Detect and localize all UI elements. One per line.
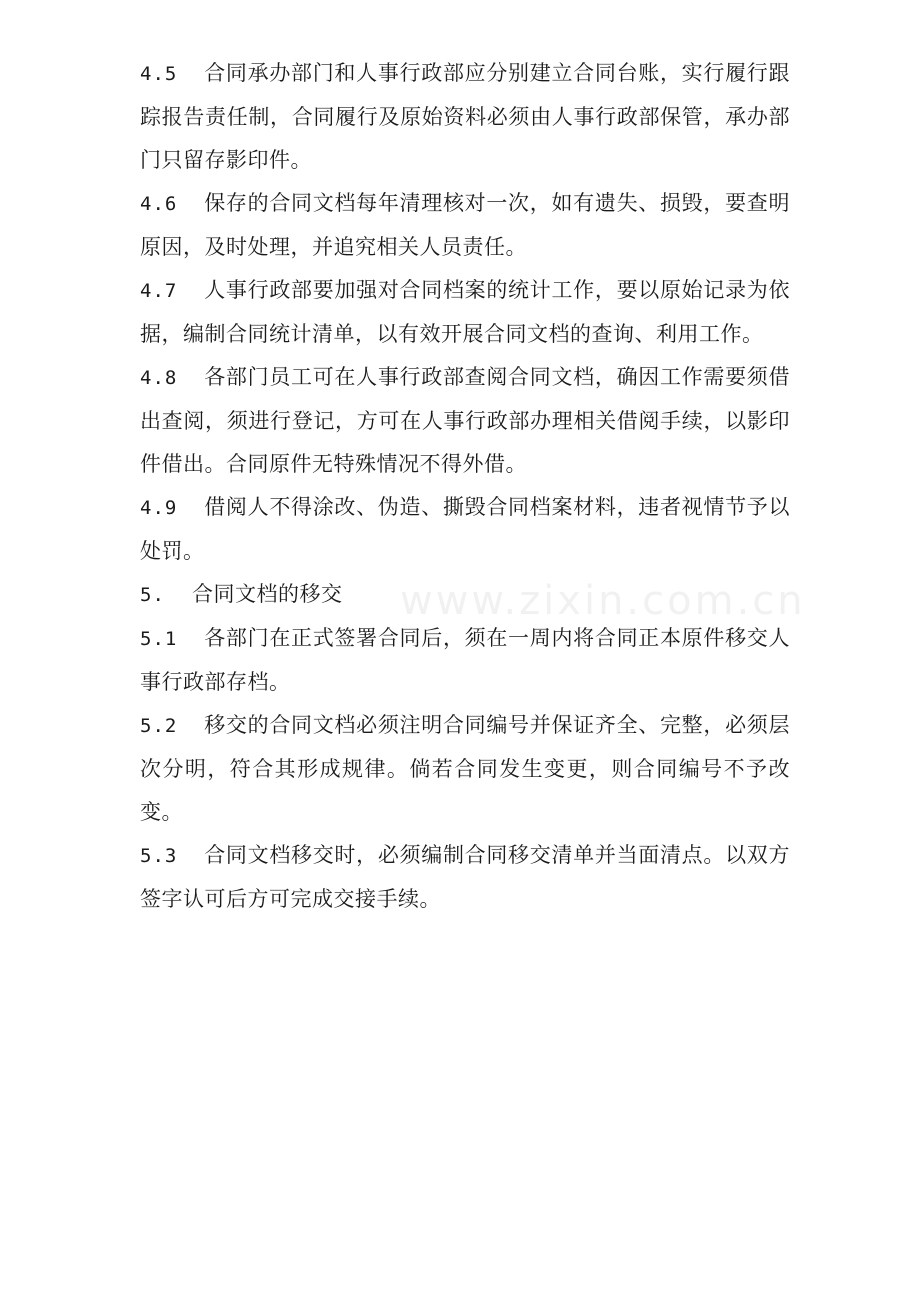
clause-number: 5.2 [140,715,178,737]
clause-text: 合同承办部门和人事行政部应分别建立合同台账，实行履行跟踪报告责任制，合同履行及原始资料必须由人事行政部保管，承办部门只留存影印件。 [140,61,790,172]
clause-text: 合同文档移交时，必须编制合同移交清单并当面清点。以双方签字认可后方可完成交接手续。 [140,843,790,911]
clause-text: 移交的合同文档必须注明合同编号并保证齐全、完整，必须层次分明，符合其形成规律。倘若合同发生变更，则合同编号不予改变。 [140,713,790,824]
section-title: 合同文档的移交 [192,582,343,606]
clause-number: 5.1 [140,628,178,650]
clause-5-1 [140,617,790,704]
clause-text: 保存的合同文档每年清理核对一次，如有遗失、损毁，要查明原因，及时处理，并追究相关人员责任。 [140,191,790,259]
clause-number: 4.8 [140,367,178,389]
clause-number: 5.3 [140,845,178,867]
clause-number: 4.6 [140,193,178,215]
clause-text: 各部门在正式签署合同后，须在一周内将合同正本原件移交人事行政部存档。 [140,626,790,694]
clause-number: 4.5 [140,63,178,85]
clause-text: 各部门员工可在人事行政部查阅合同文档，确因工作需要须借出查阅，须进行登记，方可在人事行政部办理相关借阅手续，以影印件借出。合同原件无特殊情况不得外借。 [140,365,790,476]
clause-5-3 [140,834,790,921]
clause-5-2 [140,704,790,834]
clause-4-6 [140,182,790,269]
watermark: www.zixin.com.cn [400,578,806,624]
clause-number: 4.7 [140,280,178,302]
document-body [140,52,790,921]
clause-number: 4.9 [140,497,178,519]
clause-4-7 [140,269,790,356]
clause-text: 借阅人不得涂改、伪造、撕毁合同档案材料，违者视情节予以处罚。 [140,495,790,563]
clause-4-5 [140,52,790,182]
clause-text: 人事行政部要加强对合同档案的统计工作，要以原始记录为依据，编制合同统计清单，以有效开展合同文档的查询、利用工作。 [140,278,790,346]
clause-4-9 [140,486,790,573]
section-number: 5. [140,584,165,606]
clause-4-8 [140,356,790,486]
section-heading-5 [140,573,790,617]
